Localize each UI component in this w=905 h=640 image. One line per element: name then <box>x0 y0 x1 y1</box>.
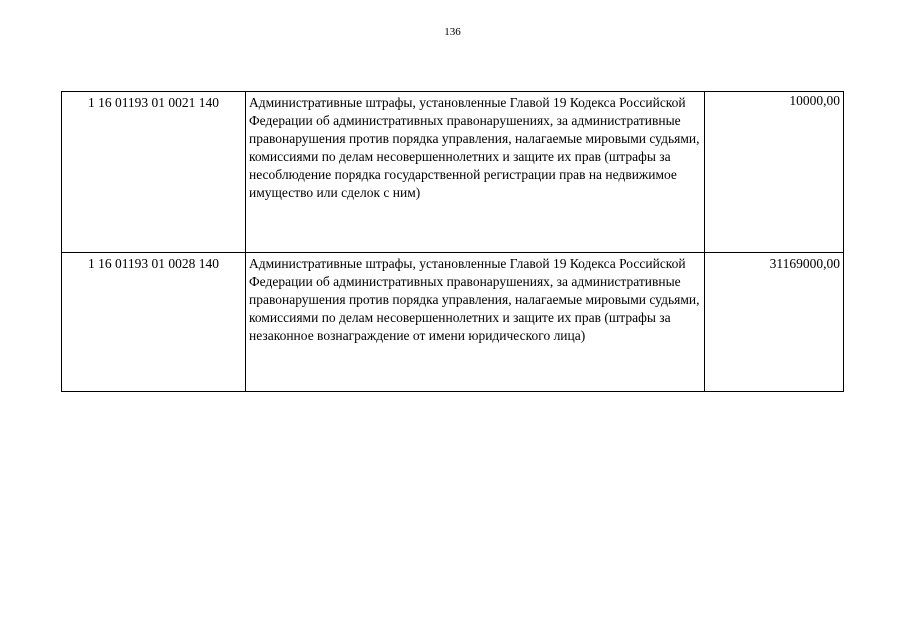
page-number: 136 <box>444 26 461 38</box>
description-cell: Административные штрафы, установленные Главой 19 Кодекса Российской Федерации об административных правонарушениях, за административные правонарушения против порядка управления, налагаемые мировыми судьями, комиссиями по делам несовершеннолетних и защите их прав (штрафы за незаконное вознаграждение от имени юридического лица) <box>246 253 705 392</box>
amount-cell: 31169000,00 <box>705 253 844 392</box>
budget-table <box>61 91 844 392</box>
description-cell: Административные штрафы, установленные Главой 19 Кодекса Российской Федерации об административных правонарушениях, за административные правонарушения против порядка управления, налагаемые мировыми судьями, комиссиями по делам несовершеннолетних и защите их прав (штрафы за несоблюдение порядка государственной регистрации прав на недвижимое имущество или сделок с ним) <box>246 92 705 253</box>
table-row <box>62 92 844 253</box>
table-row <box>62 253 844 392</box>
amount-cell: 10000,00 <box>705 92 844 253</box>
classification-code-cell: 1 16 01193 01 0021 140 <box>62 92 246 253</box>
classification-code-cell: 1 16 01193 01 0028 140 <box>62 253 246 392</box>
